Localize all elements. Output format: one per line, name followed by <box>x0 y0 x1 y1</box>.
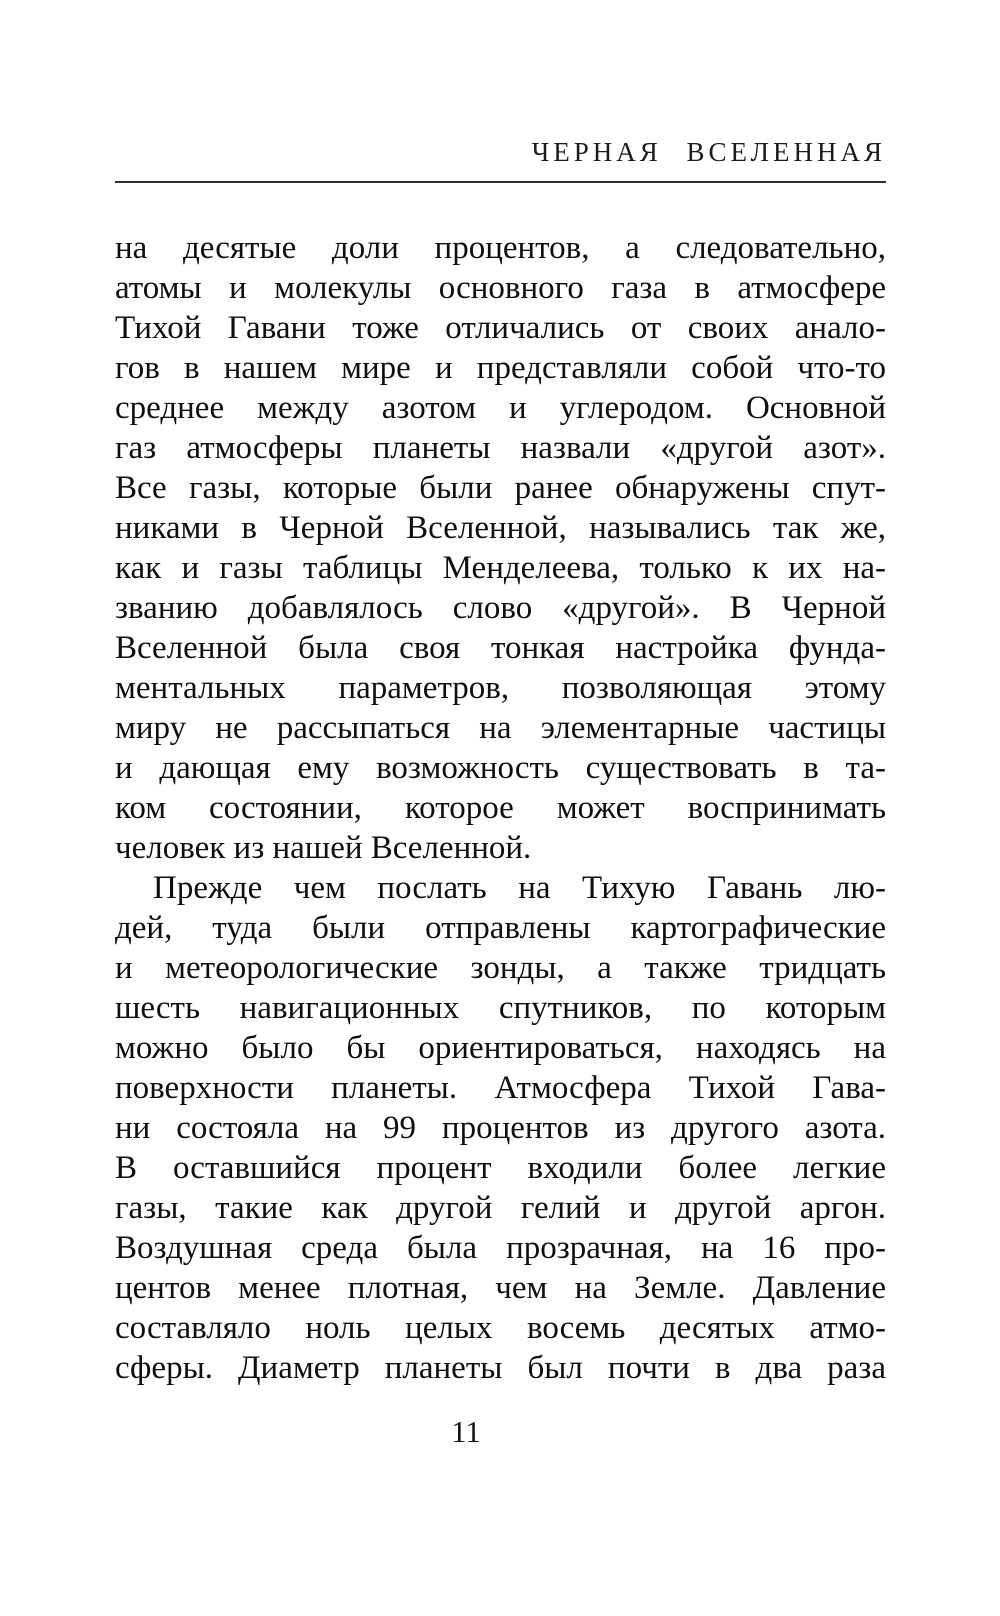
text-line: на десятые доли процентов, а следовательно, <box>115 230 886 266</box>
text-line: В оставшийся процент входили более легкие <box>115 1150 886 1186</box>
running-header: ЧЕРНАЯ ВСЕЛЕННАЯ <box>531 137 886 167</box>
header-rule <box>115 181 886 183</box>
text-line: среднее между азотом и углеродом. Основной <box>115 390 886 426</box>
text-line: шесть навигационных спутников, по которым <box>115 990 886 1026</box>
text-line: составляло ноль целых восемь десятых атмо- <box>115 1310 886 1346</box>
text-line: Прежде чем послать на Тихую Гавань лю- <box>153 870 886 906</box>
text-line: центов менее плотная, чем на Земле. Давление <box>115 1270 886 1306</box>
text-line: сферы. Диаметр планеты был почти в два раза <box>115 1350 886 1386</box>
text-line: ни состояла на 99 процентов из другого азота. <box>115 1110 886 1146</box>
text-line: и метеорологические зонды, а также тридцать <box>115 950 886 986</box>
text-line: Все газы, которые были ранее обнаружены спут- <box>115 470 886 506</box>
text-line: миру не рассыпаться на элементарные частицы <box>115 710 886 746</box>
text-line: Вселенной была своя тонкая настройка фунда- <box>115 630 886 666</box>
text-line: как и газы таблицы Менделеева, только к их на- <box>115 550 886 586</box>
text-line: гов в нашем мире и представляли собой что-то <box>115 350 886 386</box>
paragraph <box>115 868 886 1388</box>
text-line: и дающая ему возможность существовать в та- <box>115 750 886 786</box>
text-line: званию добавлялось слово «другой». В Черной <box>115 590 886 626</box>
text-line: Тихой Гавани тоже отличались от своих анало- <box>115 310 886 346</box>
text-line: ком состоянии, которое может воспринимать <box>115 790 886 826</box>
page-body <box>115 228 886 1388</box>
text-line: никами в Черной Вселенной, назывались так же, <box>115 510 886 546</box>
paragraph <box>115 228 886 868</box>
page-number: 11 <box>451 1414 481 1449</box>
text-line: Воздушная среда была прозрачная, на 16 про- <box>115 1230 886 1266</box>
text-line: ментальных параметров, позволяющая этому <box>115 670 886 706</box>
text-line: газы, такие как другой гелий и другой аргон. <box>115 1190 886 1226</box>
text-line: поверхности планеты. Атмосфера Тихой Гава- <box>115 1070 886 1106</box>
text-line: атомы и молекулы основного газа в атмосфере <box>115 270 886 306</box>
text-line: человек из нашей Вселенной. <box>115 830 532 866</box>
text-line: можно было бы ориентироваться, находясь на <box>115 1030 886 1066</box>
text-line: дей, туда были отправлены картографические <box>115 910 886 946</box>
text-line: газ атмосферы планеты назвали «другой азот». <box>115 430 886 466</box>
